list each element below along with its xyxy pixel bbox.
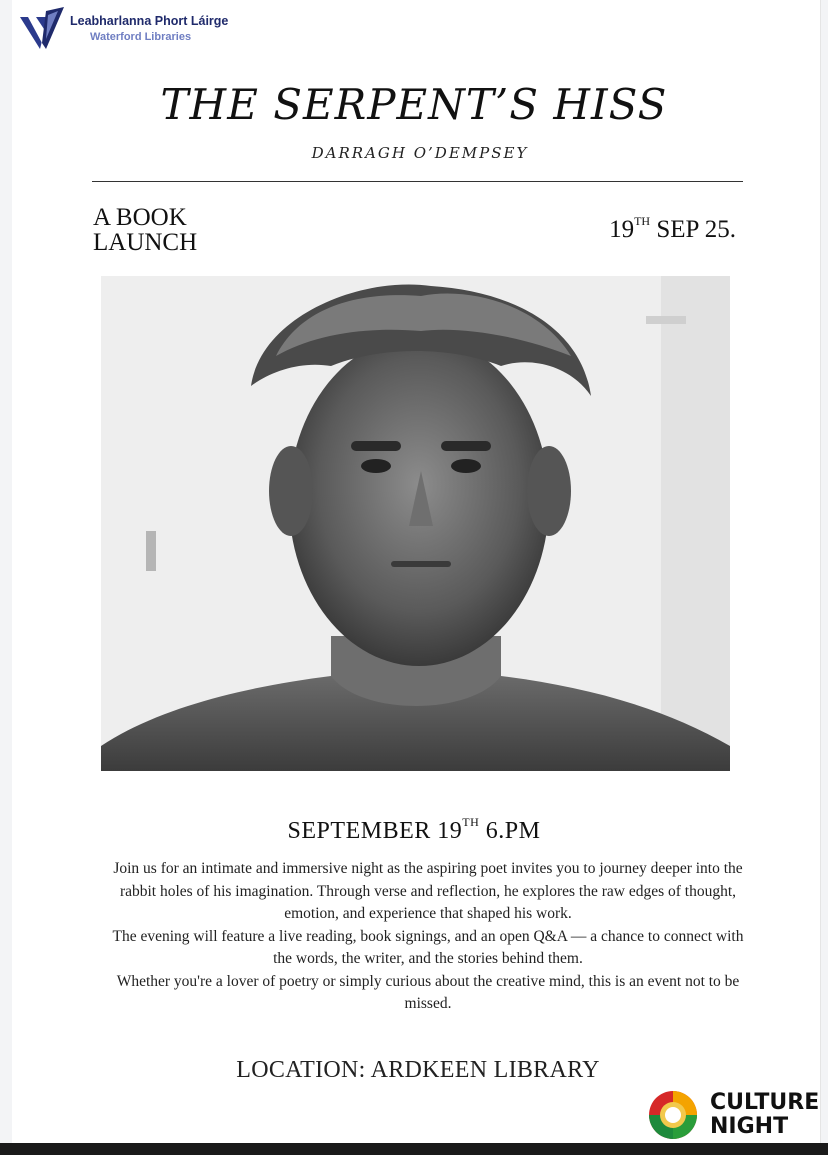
culture-night-line2: NIGHT	[710, 1114, 789, 1139]
event-location: LOCATION: ARDKEEN LIBRARY	[236, 1057, 600, 1083]
bottom-edge-bar	[0, 1143, 828, 1155]
waterford-libraries-logo	[18, 5, 228, 53]
library-name-english: Waterford Libraries	[90, 31, 192, 43]
portrait-illustration	[101, 276, 730, 771]
event-description	[108, 858, 748, 1016]
culture-night-logo	[648, 1090, 819, 1140]
date-heading-month: SEPTEMBER 19	[287, 818, 463, 844]
description-paragraph: Join us for an intimate and immersive night as the aspiring poet invites you to journey deeper into the rabbit holes of his imagination. Through verse and reflection, he explores the raw edges of thought, emotion, and experience that shaped his work.	[113, 860, 743, 922]
event-date-heading	[0, 815, 828, 845]
event-type	[93, 205, 197, 255]
event-type-line2: LAUNCH	[93, 229, 198, 256]
author-portrait-photo	[101, 276, 730, 771]
date-heading-suffix: TH	[462, 815, 480, 829]
author-name: DARRAGH O’DEMPSEY	[311, 144, 529, 162]
culture-night-icon	[648, 1090, 698, 1140]
library-name-irish: Leabharlanna Phort Láirge	[70, 14, 229, 28]
date-heading-time: 6.PM	[479, 818, 541, 844]
divider-rule	[92, 181, 743, 182]
description-paragraph: Whether you're a lover of poetry or simply curious about the creative mind, this is an event not to be missed.	[116, 972, 740, 1012]
description-paragraph: The evening will feature a live reading, book signings, and an open Q&A — a chance to connect with the words, the writer, and the stories behind them.	[112, 927, 744, 967]
date-short-rest: SEP 25.	[650, 216, 736, 243]
library-logo-icon	[18, 5, 66, 53]
book-title: THE SERPENT’S HISS	[160, 80, 668, 129]
culture-night-line1: CULTURE	[710, 1090, 820, 1115]
date-short-suffix: TH	[634, 214, 651, 228]
date-short-day: 19	[609, 216, 635, 243]
event-type-line1: A BOOK	[93, 204, 187, 231]
event-date-short	[609, 214, 736, 244]
